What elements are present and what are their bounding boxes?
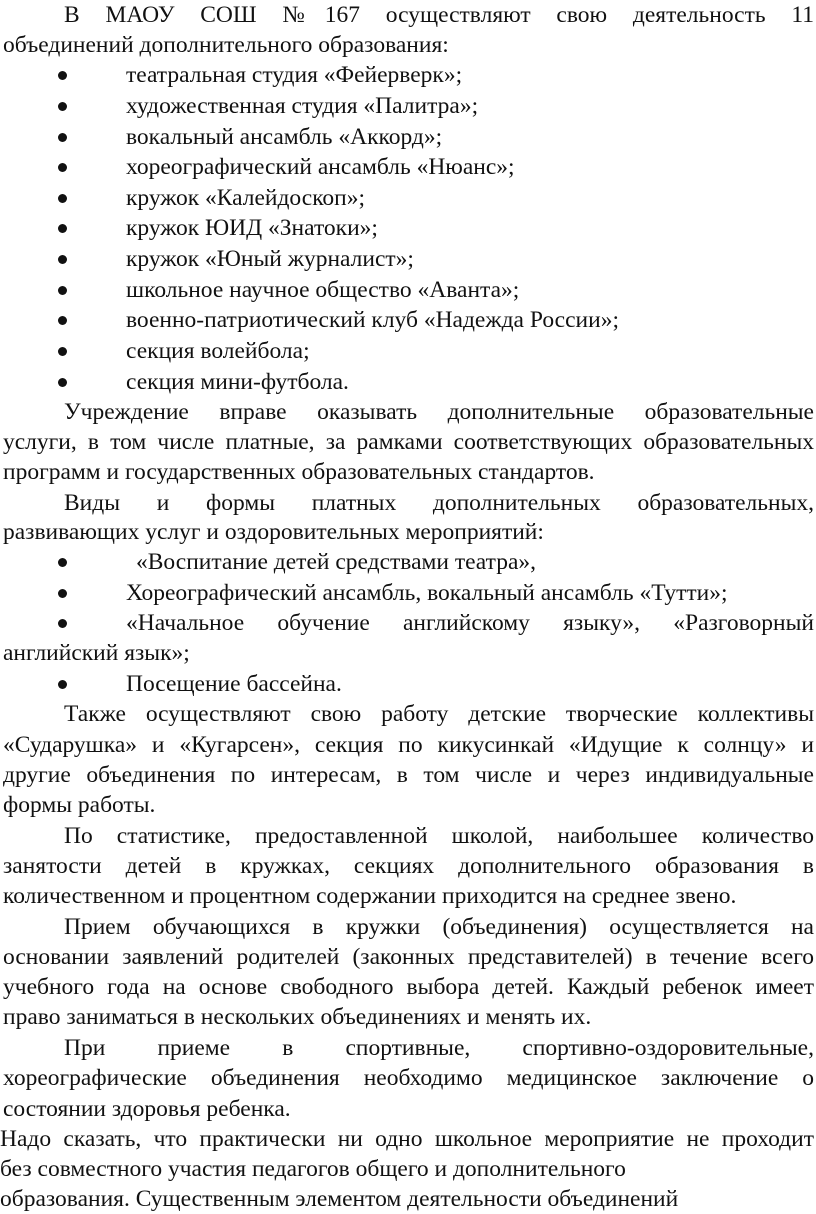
text-line [0, 517, 816, 547]
text-line [0, 1063, 816, 1093]
text-line [0, 397, 816, 427]
text-line [0, 790, 816, 820]
text-line [0, 1094, 816, 1124]
line-text: театральная студия «Фейерверк»; [126, 62, 463, 88]
text-line [0, 699, 816, 729]
line-text: Надо сказать, что практически ни одно школьное мероприятие не проходит [0, 1126, 814, 1152]
bullet-icon [58, 680, 67, 689]
bullet-icon [58, 71, 67, 80]
line-text: объединений дополнительного образования: [3, 32, 449, 58]
bullet-icon [58, 589, 67, 598]
line-text: количественном и процентном содержании приходится на среднее звено. [3, 883, 737, 909]
text-line [0, 457, 816, 487]
text-line [0, 912, 816, 942]
list-item [0, 275, 816, 305]
line-text: В МАОУ СОШ №167 осуществляют свою деятельность 11 [64, 2, 814, 28]
text-line [0, 942, 816, 972]
bullet-icon [58, 255, 67, 264]
list-item [0, 608, 816, 638]
text-line [0, 638, 816, 668]
line-text: «Воспитание детей средствами театра», [136, 549, 536, 575]
bullet-icon [58, 378, 67, 387]
list-item [0, 183, 816, 213]
list-item [0, 152, 816, 182]
line-text: кружок ЮИД «Знатоки»; [126, 215, 378, 241]
line-text: другие объединения по интересам, в том числе и через индивидуальные [3, 762, 814, 788]
list-item [0, 367, 816, 397]
line-text: художественная студия «Палитра»; [126, 93, 479, 119]
bullet-icon [58, 102, 67, 111]
text-line [0, 30, 816, 60]
line-text: формы работы. [3, 792, 156, 818]
line-text: кружок «Калейдоскоп»; [126, 185, 366, 211]
bullet-icon [58, 347, 67, 356]
list-item [0, 60, 816, 90]
bullet-icon [58, 224, 67, 233]
text-line [0, 427, 816, 457]
line-text: По статистике, предоставленной школой, наибольшее количество [64, 823, 814, 849]
list-item [0, 244, 816, 274]
list-item [0, 213, 816, 243]
line-text: При приеме в спортивные, спортивно-оздоровительные, [64, 1035, 814, 1061]
line-text: «Начальное обучение английскому языку», «Разговорный [126, 610, 814, 636]
list-item [0, 336, 816, 366]
line-text: Хореографический ансамбль, вокальный ансамбль «Тутти»; [126, 580, 728, 606]
text-line [0, 821, 816, 851]
bullet-icon [58, 133, 67, 142]
line-text: услуги, в том числе платные, за рамками соответствующих образовательных [3, 429, 814, 455]
text-line [0, 760, 816, 790]
line-text: вокальный ансамбль «Аккорд»; [126, 124, 443, 150]
line-text: учебного года на основе свободного выбора детей. Каждый ребенок имеет [3, 974, 814, 1000]
text-line [0, 972, 816, 1002]
line-text: Прием обучающихся в кружки (объединения) осуществляется на [64, 914, 814, 940]
list-item [0, 547, 816, 577]
line-text: секция волейбола; [126, 338, 310, 364]
line-text: Посещение бассейна. [126, 671, 342, 697]
text-line [0, 730, 816, 760]
line-text: хореографические объединения необходимо медицинское заключение о [3, 1065, 814, 1091]
line-text: основании заявлений родителей (законных представителей) в течение всего [3, 944, 814, 970]
line-text: военно-патриотический клуб «Надежда России»; [126, 307, 619, 333]
line-text: программ и государственных образовательных стандартов. [3, 459, 595, 485]
list-item [0, 578, 816, 608]
line-text: Виды и формы платных дополнительных образовательных, [64, 490, 814, 516]
text-line [0, 1124, 816, 1154]
list-item [0, 305, 816, 335]
line-text: Также осуществляют свою работу детские творческие коллективы [64, 701, 814, 727]
text-line [0, 881, 816, 911]
bullet-icon [58, 316, 67, 325]
bullet-icon [58, 194, 67, 203]
line-text: Учреждение вправе оказывать дополнительные образовательные [64, 399, 814, 425]
bullet-icon [58, 558, 67, 567]
text-line [0, 1154, 816, 1184]
line-text: секция мини-футбола. [126, 369, 349, 395]
line-text: без совместного участия педагогов общего и дополнительного [0, 1156, 626, 1182]
bullet-icon [58, 619, 67, 628]
text-line [0, 0, 816, 30]
text-line [0, 851, 816, 881]
list-item [0, 669, 816, 699]
line-text: хореографический ансамбль «Нюанс»; [126, 154, 515, 180]
list-item [0, 91, 816, 121]
line-text: состоянии здоровья ребенка. [3, 1096, 291, 1122]
line-text: развивающих услуг и оздоровительных мероприятий: [3, 519, 544, 545]
line-text: «Сударушка» и «Кугарсен», секция по кикусинкай «Идущие к солнцу» и [3, 732, 814, 758]
text-line [0, 1033, 816, 1063]
line-text: право заниматься в нескольких объединениях и менять их. [3, 1004, 592, 1030]
bullet-icon [58, 163, 67, 172]
text-line [0, 1002, 816, 1032]
list-item [0, 122, 816, 152]
bullet-icon [58, 286, 67, 295]
line-text: школьное научное общество «Аванта»; [126, 277, 520, 303]
line-text: занятости детей в кружках, секциях дополнительного образования в [3, 853, 814, 879]
line-text: английский язык»; [3, 640, 190, 666]
text-line [0, 488, 816, 518]
line-text: кружок «Юный журналист»; [126, 246, 414, 272]
text-line [0, 1184, 816, 1214]
line-text: образования. Существенным элементом деятельности объединений [0, 1186, 679, 1212]
